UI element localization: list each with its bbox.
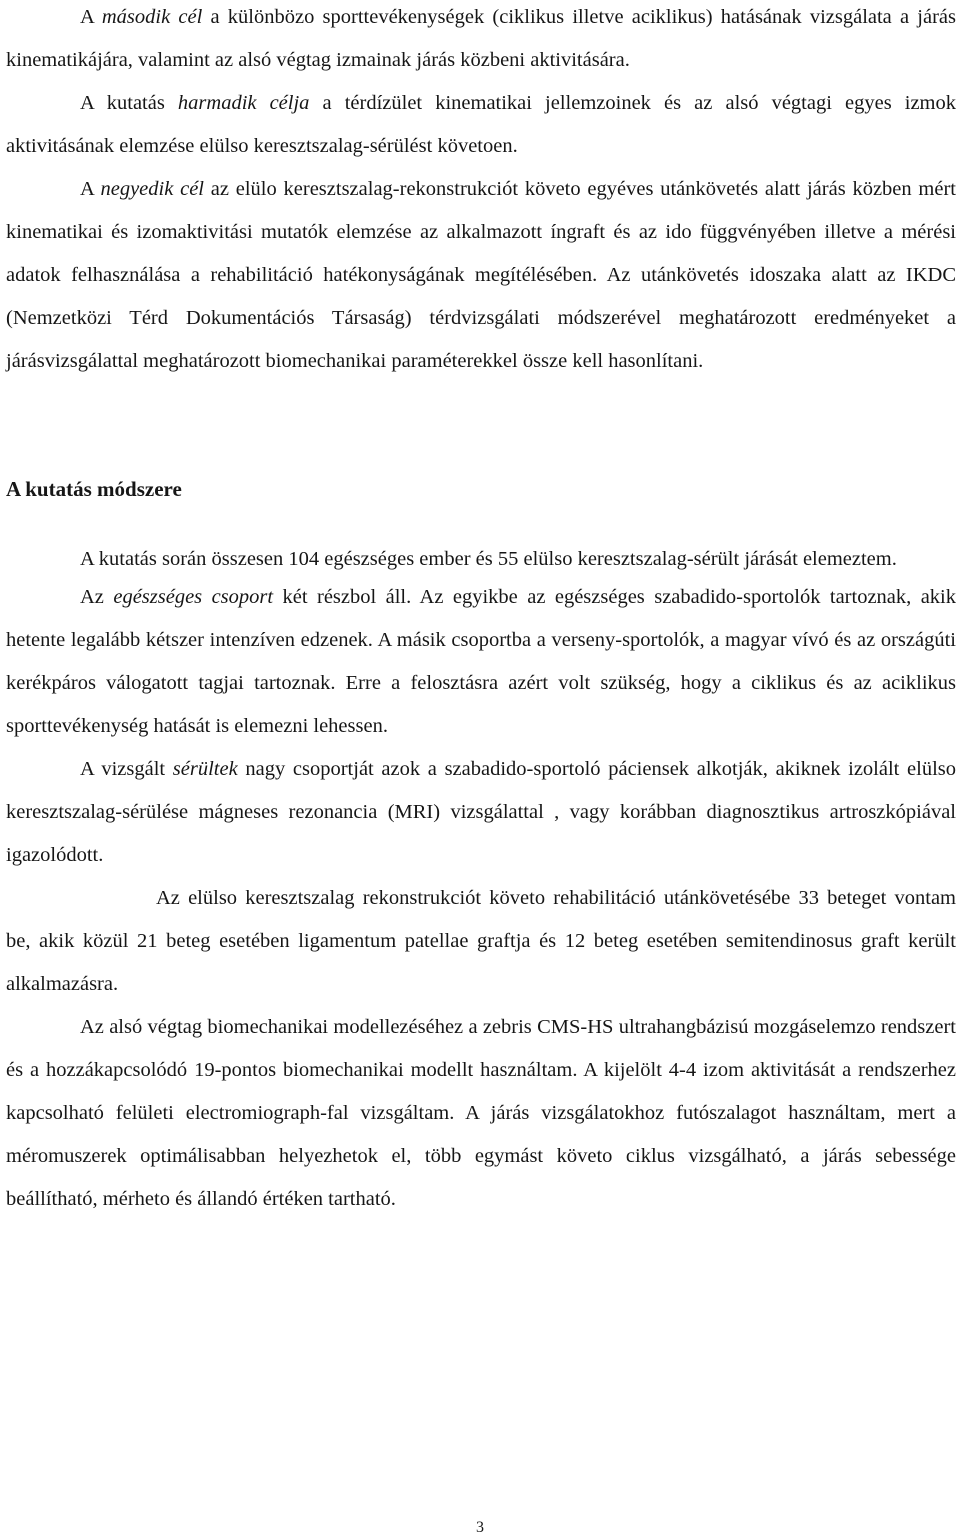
paragraph-third-goal: A kutatás harmadik célja a térdízület kinematikai jellemzoinek és az alsó végtagi egyes izmok aktivitásának elemzése elülso keresztszalag-sérülést követoen. [6, 92, 957, 157]
emphasis-injured: sérültek [172, 758, 238, 780]
emphasis-third-goal: harmadik célja [177, 92, 310, 114]
emphasis-fourth-goal: negyedik cél [100, 178, 204, 200]
paragraph-healthy-group: Az egészséges csoport két részbol áll. Az egyikbe az egészséges szabadido-sportolók tartoznak, akik hetente legalább kétszer intenzíven edzenek. A másik csoportba a verseny-sportolók, a magyar vívó és az országúti kerékpáros válogatott tagjai tartoznak. Erre a felosztásra azért volt szükség, hogy a ciklikus és az aciklikus sporttevékenység hatását is elemezni lehessen. [6, 586, 957, 737]
section-heading: A kutatás módszere [6, 477, 182, 501]
paragraph-rehabilitation: Az elülso keresztszalag rekonstrukciót követo rehabilitáció utánkövetésébe 33 beteget vontam be, akik közül 21 beteg esetében ligamentum patellae graftja és 12 beteg esetében semitendinosus graft került alkalmazásra. [6, 887, 956, 995]
emphasis-second-goal: második cél [101, 6, 203, 28]
paragraph-sample-size: A kutatás során összesen 104 egészséges ember és 55 elülso keresztszalag-sérült járását elemeztem. [80, 548, 897, 570]
paragraph-injured-group: A vizsgált sérültek nagy csoportját azok a szabadido-sportoló páciensek alkotják, akiknek izolált elülso keresztszalag-sérülése mágneses rezonancia (MRI) vizsgálattal , vagy korábban diagnosztikus artroszkópiával igazolódott. [6, 758, 957, 866]
paragraph-fourth-goal: A negyedik cél az elülo keresztszalag-rekonstrukciót követo egyéves utánkövetés alatt járás közben mért kinematikai és izomaktivitási mutatók elemzése az alkalmazott íngraft és az ido függvényében illetve a mérési adatok felhasználása a rehabilitáció hatékonyságának megítélésében. Az utánkövetés idoszaka alatt az IKDC (Nemzetközi Térd Dokumentációs Társaság) térdvizsgálati módszerével meghatározott eredményeket a járásvizsgálattal meghatározott biomechanikai paraméterekkel össze kell hasonlítani. [6, 178, 957, 372]
paragraph-biomechanical-model: Az alsó végtag biomechanikai modellezéséhez a zebris CMS-HS ultrahangbázisú mozgáselemzo rendszert és a hozzákapcsolódó 19-pontos biomechanikai modellt használtam. A kijelölt 4-4 izom aktivitását a rendszerhez kapcsolható felületi electromiograph-fal vizsgáltam. A járás vizsgálatokhoz futószalagot használtam, mert a méromuszerek optimálisabban helyezhetok el, több egymást követo ciklus vizsgálható, a járás sebessége beállítható, mérheto és állandó értéken tartható. [6, 1016, 956, 1210]
document-page [6, 0, 956, 1221]
emphasis-healthy-group: egészséges csoport [113, 586, 274, 608]
paragraph-second-goal: A második cél a különbözo sporttevékenységek (ciklikus illetve aciklikus) hatásának vizsgálata a járás kinematikájára, valamint az alsó végtag izmainak járás közbeni aktivitására. [6, 6, 956, 71]
page-number: 3 [476, 1519, 484, 1536]
